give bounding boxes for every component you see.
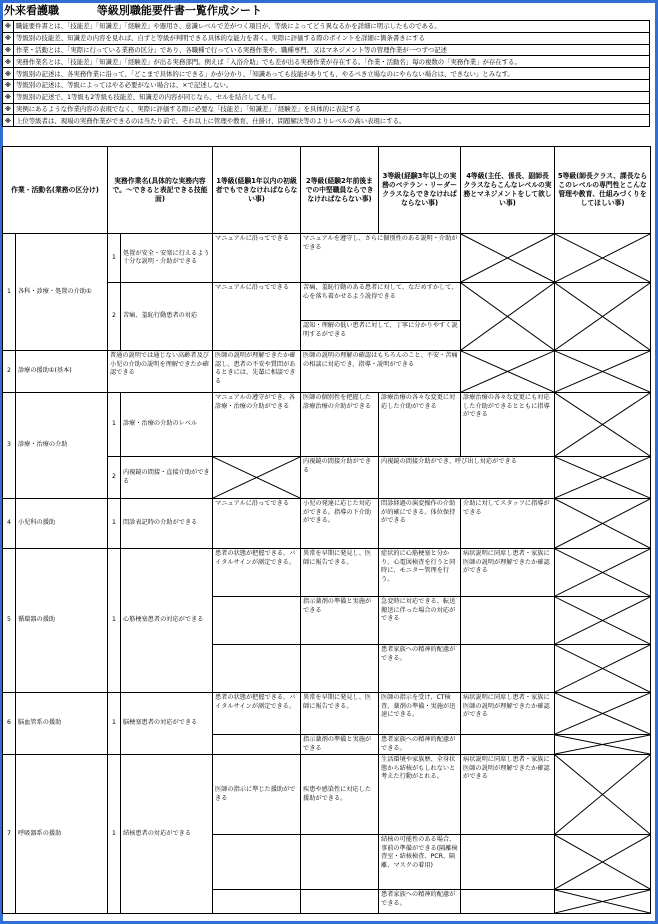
row-number: 2 [3,351,16,393]
na-cross-cell [555,735,651,755]
cross-mark-icon [555,645,650,692]
task-name: 処置が安全・安楽に行えるよう十分な説明・介助ができる [121,234,213,283]
grade1-cell: マニュアルに沿ってできる [213,234,301,283]
row-number: 6 [3,693,16,755]
note-row [3,21,650,33]
note-row [3,56,650,68]
note-mark: ※ [3,79,14,91]
cross-mark-icon [555,351,650,392]
task-name: 結核患者の対応ができる [121,755,213,914]
table-row [3,234,651,283]
grade1-empty-cell [213,890,301,914]
na-cross-cell [461,283,555,351]
activity-name: 循環器の援助 [16,549,108,693]
grade4-cell: 病状説明に同席し患者・家族に医師の説明が理解できたか確認ができる [461,693,555,735]
na-cross-cell [461,351,555,393]
cross-mark-icon [461,351,554,392]
grade3-cell: 患者家族への精神的配慮ができる。 [379,890,461,914]
grade1-empty-cell [213,835,301,890]
grade3-cell: 急変時に対応できる。転送搬送に伴った場合の対応ができる [379,597,461,645]
task-number: 2 [108,283,121,351]
note-row [3,91,650,103]
grade1-cell: 患者の状態が把握できる。バイタルサインが測定できる。 [213,693,301,735]
note-row [3,115,650,127]
note-mark: ※ [3,91,14,103]
grade3-cell: 生活環境や家族歴、全身状態から結核がもしれないと考えた行動がとれる。 [379,755,461,835]
col-task-header: 実務作業名(具体的な実務内容で。〜できると表記できる技能面) [108,147,213,234]
task-name: 苦痛、羞恥行動患者の対応 [121,283,213,351]
sheet-title: 等級別職能要件書一覧作成シート [96,4,262,17]
col-grade4-header: 4等級(主任、係長、副師長クラスならこんなレベルの実務とマネジメントをして欲しい事) [461,147,555,234]
grade3-cell: 症状的に心筋梗塞と分かり、心電図検査を行うと同時に、モニター管理を行う。 [379,549,461,597]
note-row [3,103,650,115]
na-cross-cell [555,835,651,890]
cross-mark-icon [555,393,650,456]
na-cross-cell [555,549,651,597]
table-row [3,499,651,549]
grade2-cell: 医師の説明の理解の確認はもちろんのこと、不安・苦痛の相談に対応でき、指導・説明ができる [301,351,461,393]
grade3-cell: 患者家族への精神的配慮ができる。 [379,645,461,693]
cross-mark-icon [555,457,650,498]
cross-mark-icon [213,457,300,498]
grade1-cell: 患者の状態が把握できる。バイタルサインが測定できる。 [213,549,301,597]
grade2-cell: 医師の個別性を把握した診療治療の介助ができる [301,393,379,457]
row-number: 3 [3,393,16,499]
grade4-cell: 診療治療の各々な変更にも対応した介助ができるとともに指導ができる [461,393,555,457]
cross-mark-icon [555,693,650,734]
grade1-cell: 医師の説明が理解できたか確認し、患者の不安や質問があるときには、先輩に相談できる [213,351,301,393]
cross-mark-icon [555,283,650,350]
na-cross-cell [461,234,555,283]
grade3-cell: 患者家族への精神的配慮ができる。 [379,735,461,755]
task-number: 1 [108,755,121,914]
activity-name: 呼吸器系の援助 [16,755,108,914]
cross-mark-icon [461,283,554,350]
page-title [4,2,262,18]
col-grade5-header: 5等級(師長クラス、課長ならこのレベルの専門性とこんな管理や教育、仕組みづくりをしてほしい事) [555,147,651,234]
cross-mark-icon [555,890,650,913]
grade3-cell: 問診経過の演変操作の介助が的確にできる。体位保持ができる [379,499,461,549]
na-cross-cell [555,351,651,393]
na-cross-cell [555,283,651,351]
table-row [3,549,651,597]
task-number: 2 [108,457,121,499]
note-row [3,32,650,44]
grade4-empty-cell [461,597,555,645]
note-mark: ※ [3,44,14,56]
task-name: 問診表記時の介助ができる [121,499,213,549]
grade2-empty-cell [301,890,379,914]
grade2-empty-cell [301,835,379,890]
na-cross-cell [555,645,651,693]
grade4-cell: 病状説明に同席し患者・家族に医師の説明が理解できたか確認ができる [461,755,555,835]
note-mark: ※ [3,21,14,33]
grade2-cell: 指示薬剤の準備と実施ができる [301,735,379,755]
grade2-cell: 認知・理解の低い患者に対して、丁寧に分かりやすく説明するができる [301,321,461,351]
grade4-empty-cell [461,735,555,755]
note-text: 等級別の記述で、1等級も2等級も技能差、知識差の内容が同じなら、セルを結合しても可。 [14,91,650,103]
note-text: 等級別の記述は、等級によってはやる必要がない場合は、×で記述しない。 [14,79,650,91]
note-row [3,79,650,91]
note-mark: ※ [3,56,14,68]
col-grade1-header: 1等級(経験1年以内の初級者でもできなければならない事) [213,147,301,234]
note-text: 実務作業名とは、「技能差」「知識差」「経験差」が出る実務部門。例えば「入浴介助」でも差が出る実務作業が存在する。「作業・活動名」毎の複数の「実務作業」が存在する。 [14,56,650,68]
task-number: 1 [108,393,121,457]
header-row [3,147,651,234]
grade3-cell: 診療治療の各々な変更に対応した介助ができる [379,393,461,457]
task-name: 内視鏡の間接・直接介助ができる [121,457,213,499]
row-number: 7 [3,755,16,914]
row-number: 1 [3,234,16,351]
competency-grid [2,146,651,914]
cross-mark-icon [555,835,650,889]
grade4-cell: 介助に対してスタッフに指導ができる [461,499,555,549]
table-row [3,693,651,735]
note-row [3,44,650,56]
na-cross-cell [213,457,301,499]
na-cross-cell [555,597,651,645]
department-label: 外来看護職 [4,4,59,17]
grade3-cell: 内視鏡の間接介助ができ、呼び出し対応ができる [379,457,555,499]
grade1-cell: マニュアルに沿ってできる [213,499,301,549]
na-cross-cell [555,890,651,914]
col-grade2-header: 2等級(経験2年前後までの中堅職員ならできなければならない事) [301,147,379,234]
activity-name: 各科・診療・処置の介助① [16,234,108,351]
task-name: 普通の説明では通じない高齢者及び小児の介助の説明を理解できたか確認できる [108,351,213,393]
note-mark: ※ [3,115,14,127]
cross-mark-icon [555,549,650,596]
grade1-cell: 医師の指示に準じた援助ができる [213,755,301,835]
na-cross-cell [555,499,651,549]
grade1-cell: マニュアルに沿ってできる [213,283,301,351]
task-name: 心筋梗塞患者の対応ができる [121,549,213,693]
grade3-cell: 医師の指示を受け、CT検査、薬剤の準備・実施が迅速にできる。 [379,693,461,735]
note-text: 等級別の技能差、知識差の内容を見れば、自ずと等級が判明できる具体的な能力を書く。実際に評価する際のポイントを詳細に箇条書きにする [14,32,650,44]
grade2-cell: 異常を早期に発見し、医師に報告できる。 [301,549,379,597]
note-text: 実例にあるような作業内容の表現でなく、実際に評価する際に必要な「技能差」「知識差」「経験差」を具体的に表記する [14,103,650,115]
col-activity-header: 作業・活動名(業務の区分け) [3,147,108,234]
table-row [3,755,651,835]
table-row [3,351,651,393]
activity-name: 脳血管系の援助 [16,693,108,755]
grade2-empty-cell [301,645,379,693]
note-text: 等級別の記述は、各実務作業に沿って、「どこまで具体的にできる」かが分かり、「知識あっても技能がありても、やるべき立場なのにやらない場合は、できない」とみなす。 [14,68,650,80]
note-row [3,68,650,80]
note-mark: ※ [3,68,14,80]
cross-mark-icon [555,499,650,548]
grade2-cell: マニュアルを遵守し、さらに個別性のある説明・介助ができる [301,234,461,283]
note-text: 上位等級者は、現場の実務作業ができるのは当たり前で、それ以上に管理や教育、仕掛け、問題解決等のよりレベルの高い表現にする。 [14,115,650,127]
na-cross-cell [555,234,651,283]
grade2-cell: 指示薬剤の準備と実施ができる [301,597,379,645]
row-number: 5 [3,549,16,693]
task-number: 1 [108,499,121,549]
grade1-empty-cell [213,645,301,693]
table-row [3,393,651,457]
activity-name: 診療・治療の介助 [16,393,108,499]
cross-mark-icon [555,234,650,282]
cross-mark-icon [461,234,554,282]
note-text: 作業・活動とは、「実際に行っている業務の区分」であり、各職種で行っている実務作業や、職種専門、又はマネジメント等の管理作業が一つずつ記述 [14,44,650,56]
grade2-cell: 内視鏡の間接介助ができる [301,457,379,499]
grade4-empty-cell [461,645,555,693]
grade3-cell: 結核の可能性のある場合、事前の準備ができる(隔離検査室・結核検査、PCR、隔離、マスクの着用) [379,835,461,890]
grade2-cell: 異常を早期に発見し、医師に報告できる。 [301,693,379,735]
na-cross-cell [555,457,651,499]
activity-name: 小児科の援助 [16,499,108,549]
grade4-empty-cell [461,890,555,914]
grade1-empty-cell [213,735,301,755]
grade4-cell: 病状説明に同席し患者・家族に医師の説明が理解できたか確認ができる [461,549,555,597]
note-text: 職能要件書とは、「技能差」「知識差」「経験差」や器用さ、意識レベルで差がつく項目が、等級によってどう異なるかを詳細に明示したものである。 [14,21,650,33]
na-cross-cell [555,693,651,735]
grade2-cell: 小児の発達に応じた対応ができる。指導の下介助ができる。 [301,499,379,549]
cross-mark-icon [555,735,650,754]
task-number: 1 [108,234,121,283]
na-cross-cell [555,755,651,835]
task-number: 1 [108,693,121,755]
note-mark: ※ [3,103,14,115]
task-name: 脳梗塞患者の対応ができる [121,693,213,755]
col-grade3-header: 3等級(経験3年以上の実務のベテラン・リーダークラスならできなければならない事) [379,147,461,234]
task-number: 1 [108,549,121,693]
na-cross-cell [555,393,651,457]
grade1-cell: マニュアルの遵守ができ、各診療・治療の介助ができる [213,393,301,457]
cross-mark-icon [555,755,650,834]
grade1-empty-cell [213,597,301,645]
note-mark: ※ [3,32,14,44]
instructions-table [2,20,650,127]
grade4-empty-cell [461,835,555,890]
grade2-cell: 苦痛、羞恥行動のある患者に対して、なだめすかして、心を落ち着かせるよう説得できる [301,283,461,321]
cross-mark-icon [555,597,650,644]
grade2-cell: 疾患や感染性に対応した援助ができる。 [301,755,379,835]
task-name: 診療・治療の介助のレベル [121,393,213,457]
activity-name: 診療の援助①(基本) [16,351,108,393]
row-number: 4 [3,499,16,549]
